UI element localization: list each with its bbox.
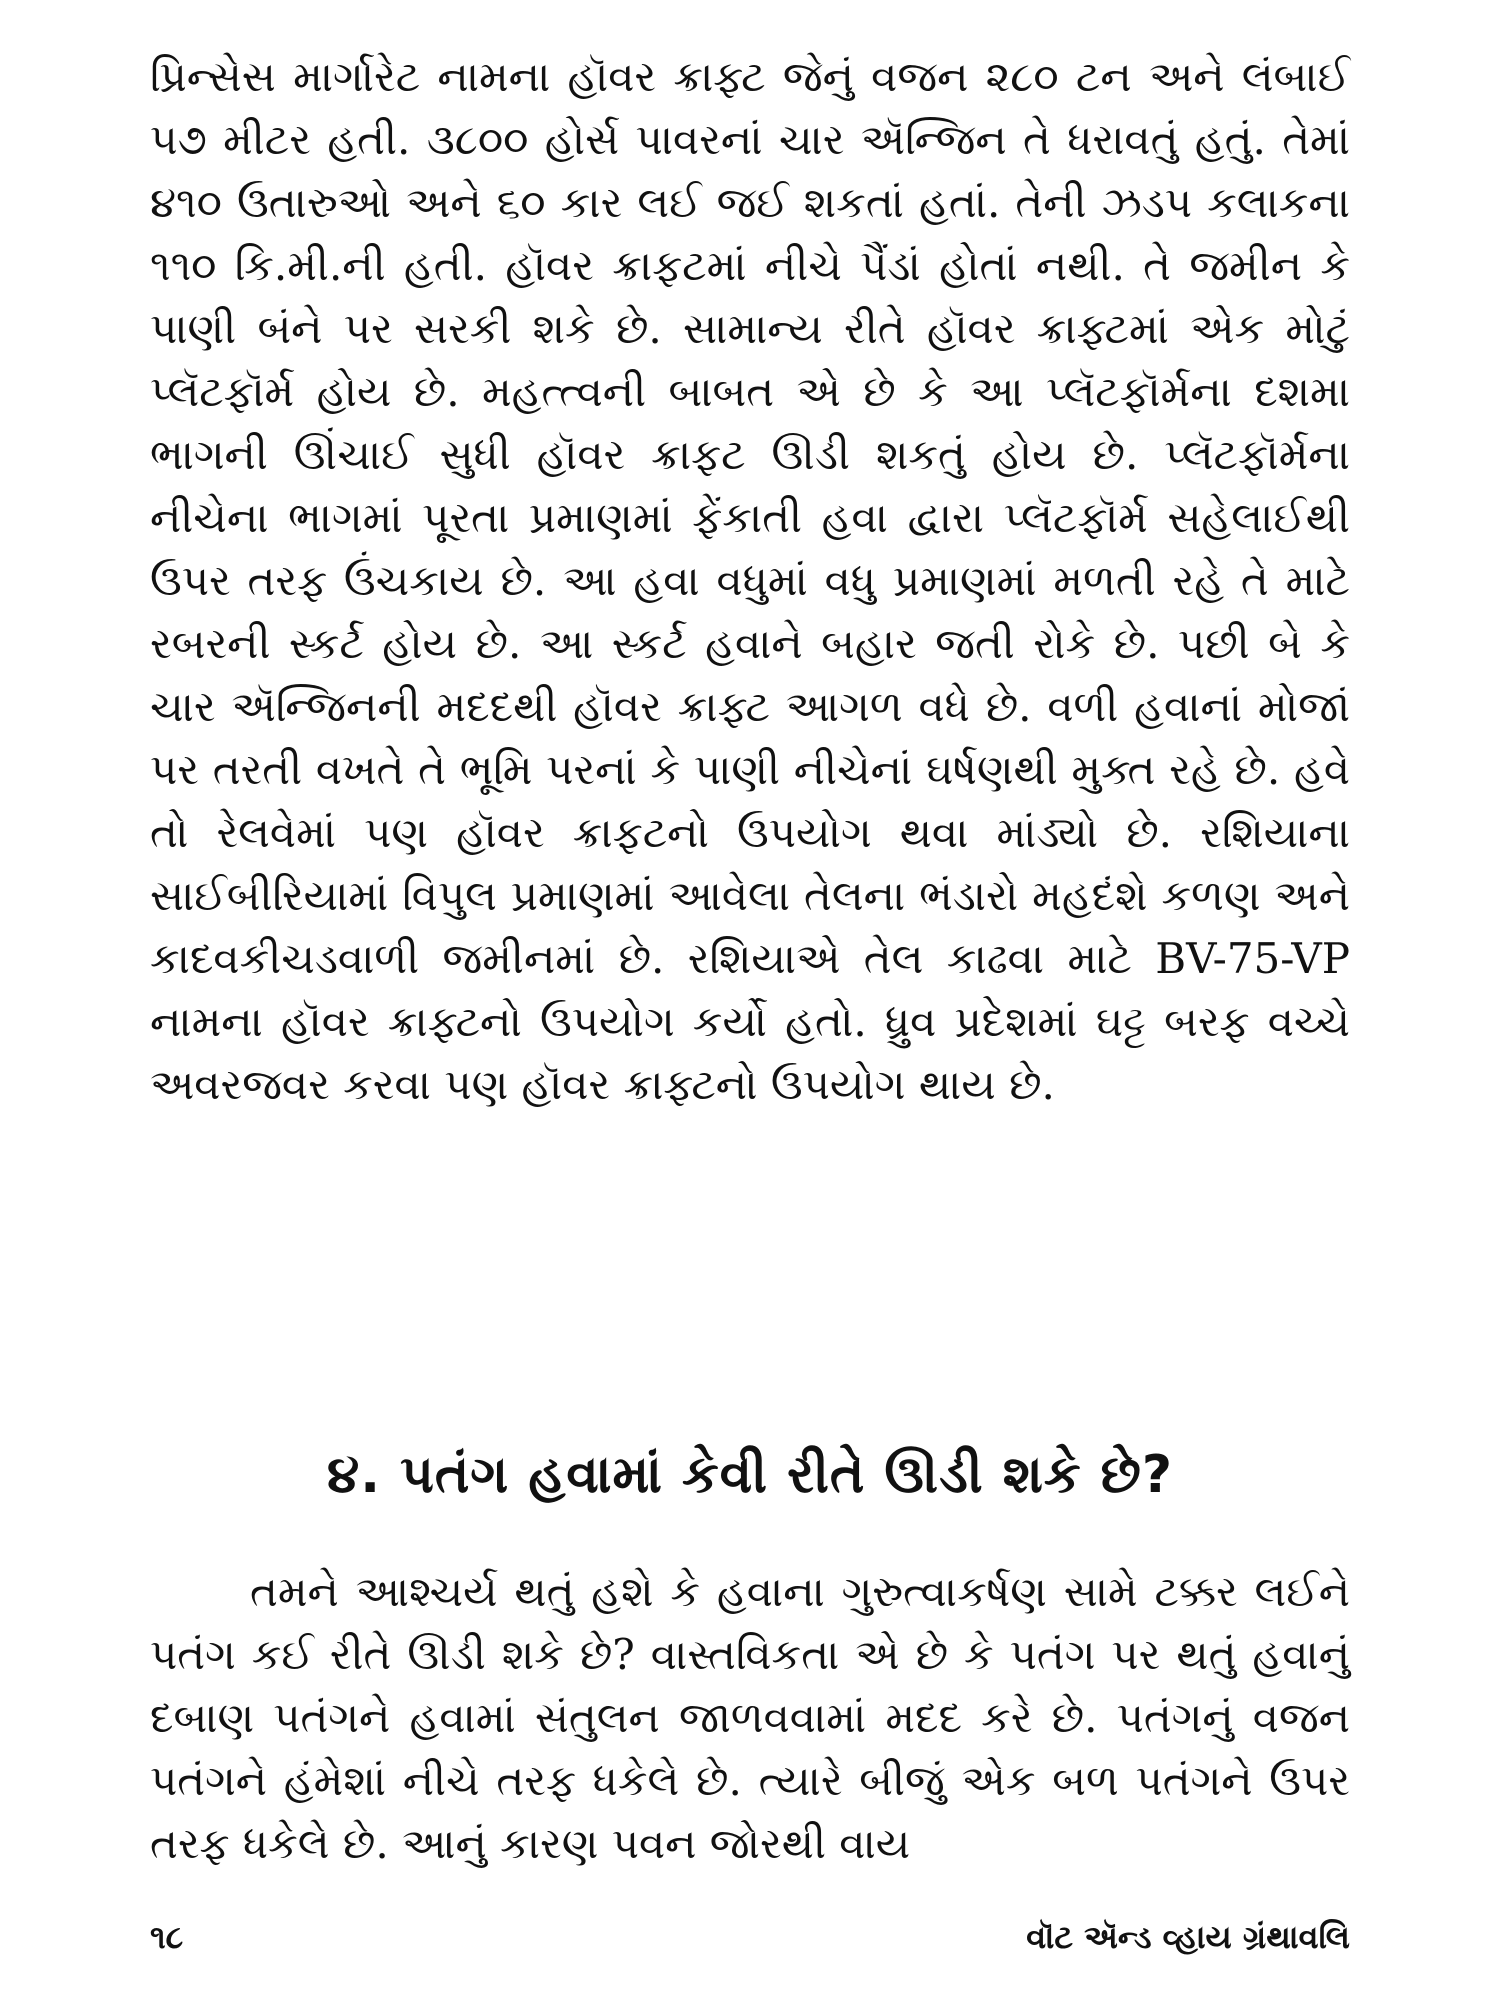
page-footer (150, 1912, 1350, 1962)
body-paragraph-kite: તમને આશ્ચર્ય થતું હશે કે હવાના ગુરુત્વાકર્ષણ સામે ટક્કર લઈને પતંગ કઈ રીતે ઊડી શકે છે? વાસ્તવિકતા એ છે કે પતંગ પર થતું હવાનું દબાણ પતંગને હવામાં સંતુલન જાળવવામાં મદદ કરે છે. પતંગનું વજન પતંગને હંમેશાં નીચે તરફ ધકેલે છે. ત્યારે બીજું એક બળ પતંગને ઉપર તરફ ધકેલે છે. આનું કારણ પવન જોરથી વાય (150, 1567, 1350, 1868)
series-title: વૉટ ઍન્ડ વ્હાય ગ્રંથાવલિ (1026, 1918, 1350, 1956)
section-heading: ૪. પતંગ હવામાં કેવી રીતે ઊડી શકે છે? (326, 1445, 1174, 1505)
page-number: ૧૮ (150, 1918, 184, 1956)
body-paragraph-hovercraft: પ્રિન્સેસ માર્ગારેટ નામના હૉવર ક્રાફ્ટ જેનું વજન ૨૮૦ ટન અને લંબાઈ ૫૭ મીટર હતી. ૩૮૦૦ હોર્સ પાવરનાં ચાર ઍન્જિન તે ધરાવતું હતું. તેમાં ૪૧૦ ઉતારુઓ અને ૬૦ કાર લઈ જઈ શકતાં હતાં. તેની ઝડપ કલાકના ૧૧૦ કિ.મી.ની હતી. હૉવર ક્રાફટમાં નીચે પૈંડાં હોતાં નથી. તે જમીન કે પાણી બંને પર સરકી શકે છે. સામાન્ય રીતે હૉવર ક્રાફ્ટમાં એક મોટું પ્લૅટફૉર્મ હોય છે. મહત્ત્વની બાબત એ છે કે આ પ્લૅટફૉર્મના દશમા ભાગની ઊંચાઈ સુધી હૉવર ક્રાફટ ઊડી શકતું હોય છે. પ્લૅટફૉર્મના નીચેના ભાગમાં પૂરતા પ્રમાણમાં ફેંકાતી હવા દ્વારા પ્લૅટફૉર્મ સહેલાઈથી ઉપર તરફ ઉંચકાય છે. આ હવા વધુમાં વધુ પ્રમાણમાં મળતી રહે તે માટે રબરની સ્કર્ટ હોય છે. આ સ્કર્ટ હવાને બહાર જતી રોકે છે. પછી બે કે ચાર ઍન્જિનની મદદથી હૉવર ક્રાફ્ટ આગળ વધે છે. વળી હવાનાં મોજાં પર તરતી વખતે તે ભૂમિ પરનાં કે પાણી નીચેનાં ઘર્ષણથી મુક્ત રહે છે. હવે તો રેલવેમાં પણ હૉવર ક્રાફટનો ઉપયોગ થવા માંડ્યો છે. રશિયાના સાઈબીરિયામાં વિપુલ પ્રમાણમાં આવેલા તેલના ભંડારો મહદંશે કળણ અને કાદવકીચડવાળી જમીનમાં છે. રશિયાએ તેલ કાઢવા માટે BV-75-VP નામના હૉવર ક્રાફ્ટનો ઉપયોગ કર્યો હતો. ધ્રુવ પ્રદેશમાં ઘટ્ટ બરફ વચ્ચે અવરજવર કરવા પણ હૉવર ક્રાફ્ટનો ઉપયોગ થાય છે. (150, 52, 1350, 1109)
